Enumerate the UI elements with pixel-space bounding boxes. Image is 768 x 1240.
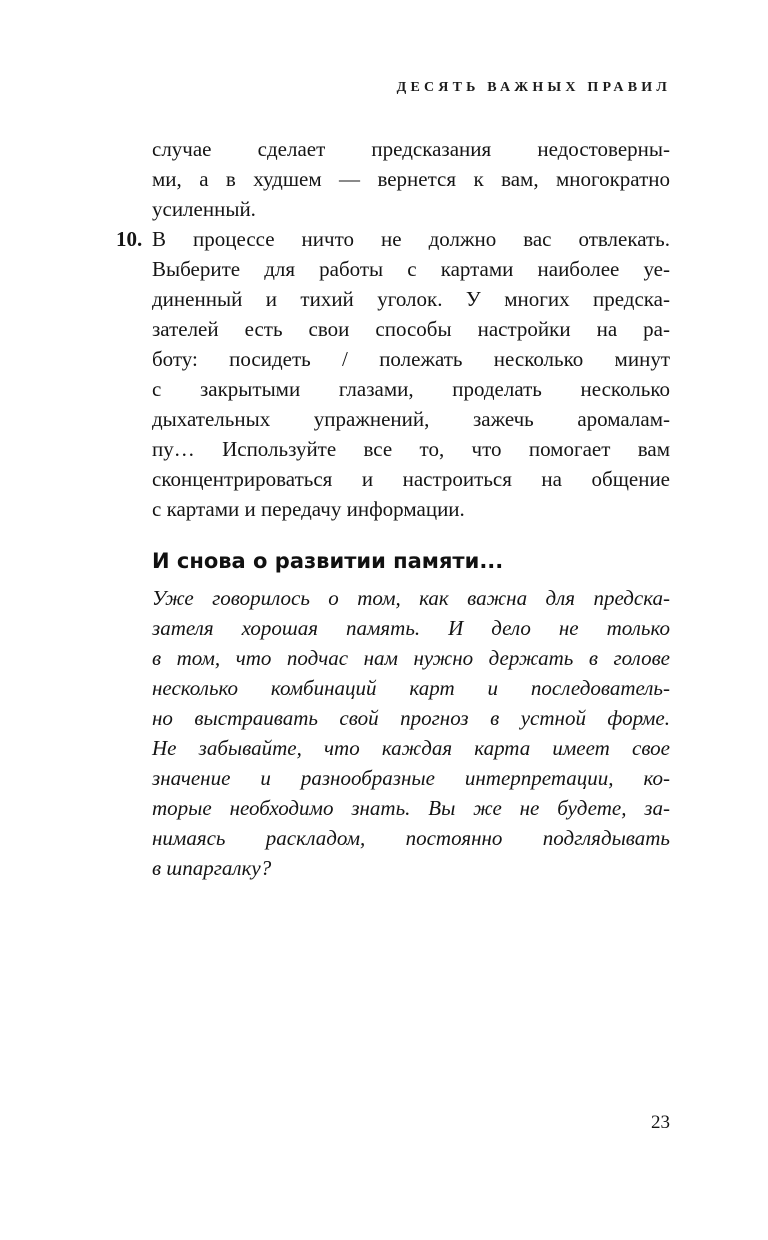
text-line: значение и разнообразные интерпретации, ко- bbox=[152, 766, 670, 790]
running-head: ДЕСЯТЬ ВАЖНЫХ ПРАВИЛ bbox=[396, 80, 671, 95]
text-line: Уже говорилось о том, как важна для предска- bbox=[152, 586, 670, 610]
numbered-rule-10 bbox=[116, 224, 670, 524]
text-line: В процессе ничто не должно вас отвлекать. bbox=[152, 227, 670, 251]
memory-paragraph bbox=[152, 583, 670, 883]
text-line: Не забывайте, что каждая карта имеет свое bbox=[152, 736, 670, 760]
text-line: зателей есть свои способы настройки на ра- bbox=[152, 317, 670, 341]
text-line: пу… Используйте все то, что помогает вам bbox=[152, 437, 670, 461]
page-content bbox=[116, 134, 670, 883]
rule-number: 10. bbox=[116, 227, 143, 251]
text-line: дыхательных упражнений, зажечь аромалам- bbox=[152, 407, 670, 431]
text-line: в том, что подчас нам нужно держать в голове bbox=[152, 646, 670, 670]
rule-text bbox=[152, 224, 670, 524]
text-line: с картами и передачу информации. bbox=[152, 497, 465, 521]
text-line: случае сделает предсказания недостоверны- bbox=[152, 137, 670, 161]
text-line: несколько комбинаций карт и последователь- bbox=[152, 676, 670, 700]
text-line: боту: посидеть / полежать несколько минут bbox=[152, 347, 670, 371]
text-line: зателя хорошая память. И дело не только bbox=[152, 616, 670, 640]
paragraph-continuation bbox=[152, 134, 670, 224]
text-line: Выберите для работы с картами наиболее уе- bbox=[152, 257, 670, 281]
page-number: 23 bbox=[651, 1112, 670, 1133]
text-line: в шпаргалку? bbox=[152, 856, 272, 880]
text-line: нимаясь раскладом, постоянно подглядывать bbox=[152, 826, 670, 850]
text-line: торые необходимо знать. Вы же не будете, за- bbox=[152, 796, 670, 820]
text-line: сконцентрироваться и настроиться на общение bbox=[152, 467, 670, 491]
text-line: усиленный. bbox=[152, 197, 256, 221]
section-heading: И снова о развитии памяти... bbox=[152, 549, 504, 573]
text-line: диненный и тихий уголок. У многих предска- bbox=[152, 287, 670, 311]
text-line: с закрытыми глазами, проделать несколько bbox=[152, 377, 670, 401]
text-line: но выстраивать свой прогноз в устной форме. bbox=[152, 706, 670, 730]
text-line: ми, а в худшем — вернется к вам, многократно bbox=[152, 167, 670, 191]
